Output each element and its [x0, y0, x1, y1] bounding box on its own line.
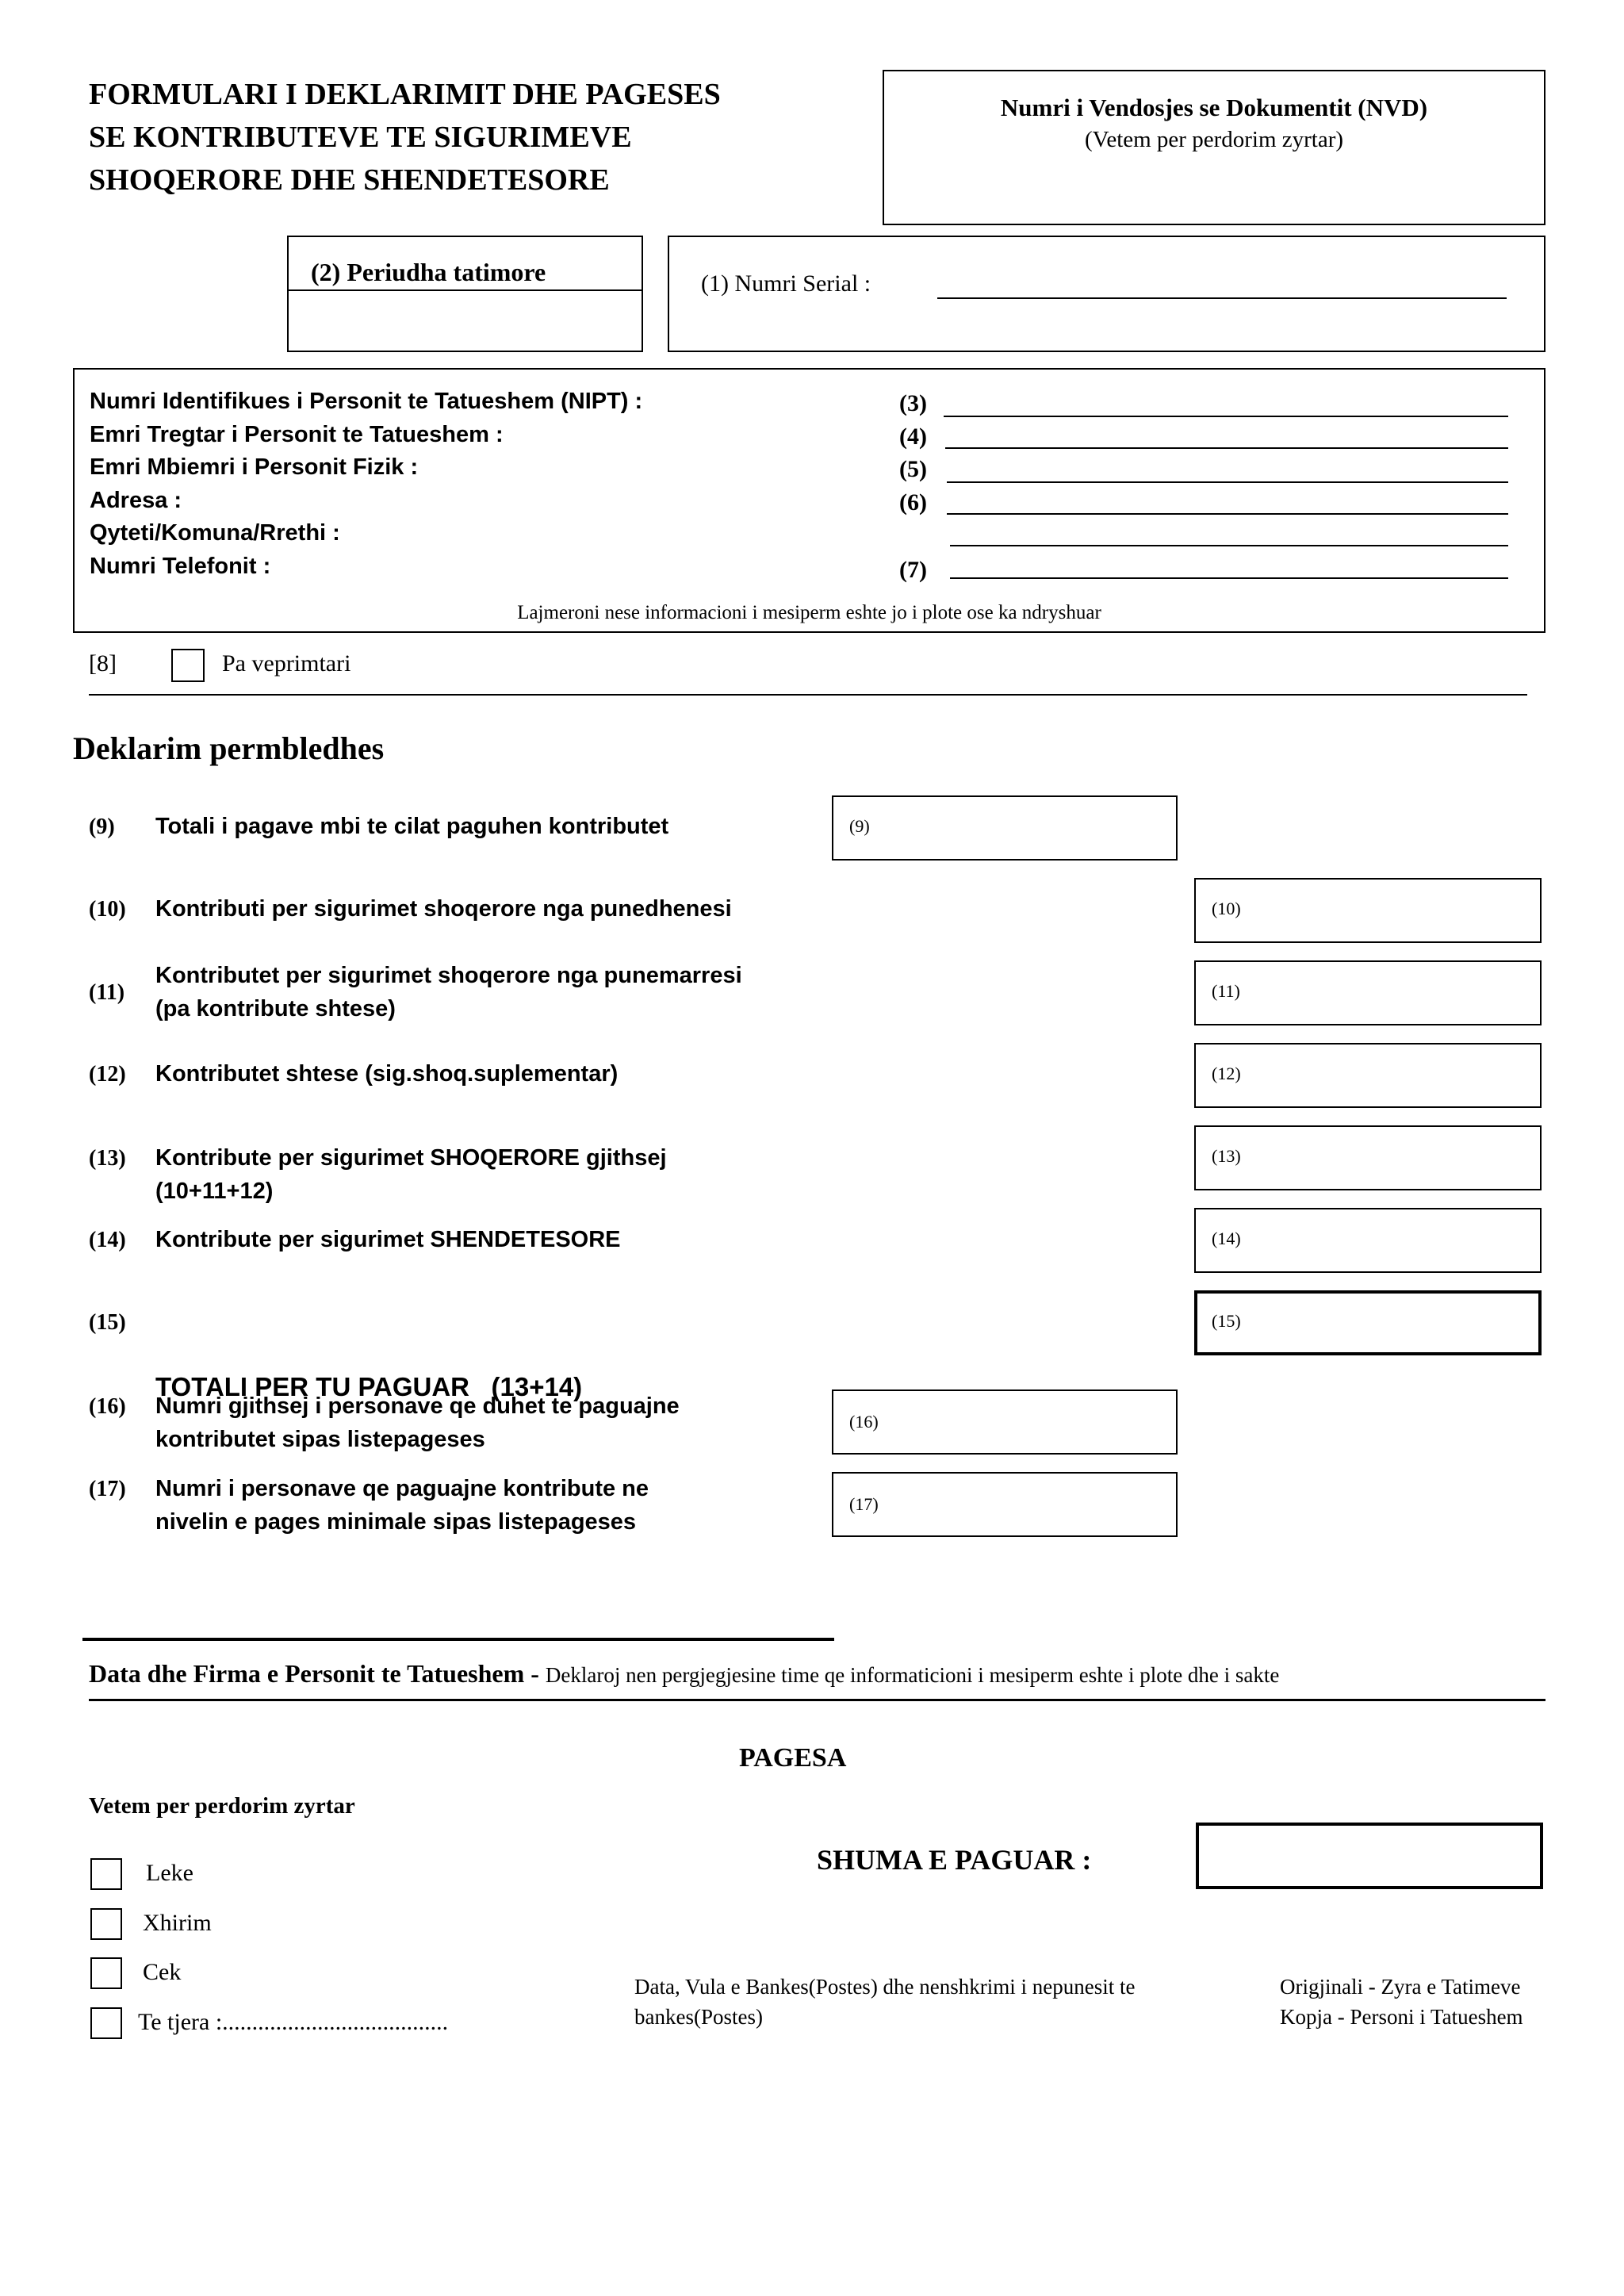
serial-input-line[interactable] [937, 297, 1507, 299]
social-total-field[interactable] [1194, 1125, 1542, 1190]
section-divider [89, 694, 1527, 696]
other-checkbox[interactable] [90, 2007, 122, 2039]
nipt-code: (3) [899, 390, 927, 416]
field-tag: (12) [1212, 1064, 1241, 1083]
employee-contribution-field[interactable] [1194, 960, 1542, 1025]
row-description [155, 810, 668, 843]
address-code: (6) [899, 489, 927, 516]
transfer-checkbox[interactable] [90, 1908, 122, 1940]
total-to-pay-field[interactable] [1194, 1290, 1542, 1355]
transfer-label: Xhirim [143, 1910, 212, 1936]
health-contribution-field[interactable] [1194, 1208, 1542, 1273]
row-number: (17) [89, 1477, 126, 1501]
signature-line[interactable] [82, 1638, 834, 1641]
row-number: (15) [89, 1310, 126, 1335]
row-text-line: Numri i personave qe paguajne kontribute ne [155, 1476, 649, 1501]
row-description [155, 1057, 618, 1091]
cash-checkbox[interactable] [90, 1858, 122, 1890]
row-description [155, 1141, 667, 1208]
person-name-label: Emri Mbiemri i Personit Fizik : [90, 454, 419, 480]
row-number: (9) [89, 815, 115, 839]
person-name-code: (5) [899, 456, 927, 482]
period-divider [289, 289, 642, 291]
field-tag: (15) [1212, 1311, 1241, 1331]
row-text-line: (pa kontribute shtese) [155, 996, 396, 1022]
field-tag: (14) [1212, 1228, 1241, 1248]
payment-heading: PAGESA [739, 1743, 847, 1773]
cash-label: Leke [146, 1860, 193, 1886]
person-name-input-line[interactable] [947, 481, 1508, 483]
form-title-line: SE KONTRIBUTEVE TE SIGURIMEVE [89, 121, 632, 154]
row-text-line: Kontributet per sigurimet shoqerore nga punemarresi [155, 963, 742, 988]
row-text-line: Kontributi per sigurimet shoqerore nga punedhenesi [155, 896, 732, 922]
trade-name-label: Emri Tregtar i Personit te Tatueshem : [90, 421, 504, 447]
form-title-line: SHOQERORE DHE SHENDETESORE [89, 163, 610, 197]
row-number: (13) [89, 1146, 126, 1171]
row-text-line: Totali i pagave mbi te cilat paguhen kontributet [155, 814, 669, 839]
city-label: Qyteti/Komuna/Rrethi : [90, 520, 340, 546]
row-text-line: Numri gjithsej i personave qe duhet te paguajne [155, 1393, 680, 1419]
signature-dash: - [524, 1659, 546, 1688]
official-use-label: Vetem per perdorim zyrtar [89, 1793, 355, 1819]
field-tag: (9) [849, 816, 870, 836]
row-number: (11) [89, 980, 125, 1005]
employer-contribution-field[interactable] [1194, 878, 1542, 943]
signature-divider [89, 1699, 1545, 1701]
row-text-line: (10+11+12) [155, 1179, 274, 1204]
row-description [155, 1223, 621, 1256]
no-activity-checkbox[interactable] [171, 649, 205, 682]
field-tag: (16) [849, 1412, 879, 1432]
trade-name-code: (4) [899, 424, 927, 450]
form-title-line: FORMULARI I DEKLARIMIT DHE PAGESES [89, 78, 721, 111]
minimum-wage-persons-field[interactable] [832, 1472, 1178, 1537]
check-label: Cek [143, 1959, 182, 1985]
no-activity-label: Pa veprimtari [222, 650, 351, 677]
nipt-input-line[interactable] [944, 416, 1508, 417]
row-number: (16) [89, 1394, 126, 1419]
phone-input-line[interactable] [950, 577, 1508, 579]
no-activity-code: [8] [89, 650, 117, 677]
signature-statement: Deklaroj nen pergjegjesine time qe informaticioni i mesiperm eshte i plote dhe i sakte [545, 1663, 1280, 1687]
row-text-line: TOTALI PER TU PAGUAR (13+14) [155, 1372, 583, 1401]
copy-line: Origjinali - Zyra e Tatimeve [1280, 1975, 1521, 1999]
form-title [89, 73, 721, 201]
field-tag: (10) [1212, 899, 1241, 918]
phone-code: (7) [899, 557, 927, 583]
row-number: (14) [89, 1228, 126, 1252]
supplementary-contribution-field[interactable] [1194, 1043, 1542, 1108]
city-input-line[interactable] [950, 545, 1508, 546]
serial-label: (1) Numri Serial : [701, 270, 871, 297]
amount-label: SHUMA E PAGUAR : [817, 1844, 1092, 1876]
nvd-subtitle: (Vetem per perdorim zyrtar) [1084, 127, 1344, 152]
field-tag: (13) [1212, 1146, 1241, 1166]
field-tag: (11) [1212, 981, 1240, 1001]
row-number: (10) [89, 897, 126, 922]
row-description [155, 959, 742, 1025]
taxpayer-note: Lajmeroni nese informacioni i mesiperm eshte jo i plote ose ka ndryshuar [517, 602, 1101, 623]
nvd-title: Numri i Vendosjes se Dokumentit (NVD) [1000, 94, 1428, 121]
row-text-line: Kontributet shtese (sig.shoq.suplementar) [155, 1061, 619, 1087]
nipt-label: Numri Identifikues i Personit te Tatueshem (NIPT) : [90, 389, 643, 414]
address-input-line[interactable] [947, 513, 1508, 515]
summary-heading: Deklarim permbledhes [73, 730, 385, 766]
row-text-line: kontributet sipas listepageses [155, 1427, 485, 1452]
period-label: (2) Periudha tatimore [311, 258, 546, 286]
taxpayer-info-box [73, 368, 1545, 633]
persons-total-field[interactable] [832, 1389, 1178, 1455]
row-description [155, 892, 732, 926]
other-label[interactable]: Te tjera :...................................... [138, 2009, 449, 2035]
row-description [155, 1472, 649, 1539]
period-box[interactable] [287, 236, 643, 352]
row-text-line: Kontribute per sigurimet SHOQERORE gjithsej [155, 1145, 667, 1171]
taxpayer-labels [90, 385, 642, 583]
bank-note: Data, Vula e Bankes(Postes) dhe nenshkrimi i nepunesit te bankes(Postes) [634, 1975, 1136, 2029]
row-text-line: nivelin e pages minimale sipas listepageses [155, 1509, 637, 1535]
signature-label: Data dhe Firma e Personit te Tatueshem [89, 1659, 525, 1688]
signature-caption [89, 1659, 1279, 1688]
field-tag: (17) [849, 1494, 879, 1514]
nvd-box[interactable] [883, 70, 1545, 225]
row-number: (12) [89, 1062, 126, 1087]
serial-box[interactable] [668, 236, 1545, 352]
trade-name-input-line[interactable] [945, 447, 1508, 449]
address-label: Adresa : [90, 487, 182, 513]
check-checkbox[interactable] [90, 1957, 122, 1989]
total-wages-field[interactable] [832, 795, 1178, 861]
amount-paid-field[interactable] [1196, 1823, 1543, 1889]
copy-line: Kopja - Personi i Tatueshem [1280, 2005, 1523, 2029]
copy-distribution [1280, 1972, 1523, 2032]
row-text-line: Kontribute per sigurimet SHENDETESORE [155, 1227, 621, 1252]
phone-label: Numri Telefonit : [90, 553, 271, 579]
row-description [155, 1389, 680, 1456]
